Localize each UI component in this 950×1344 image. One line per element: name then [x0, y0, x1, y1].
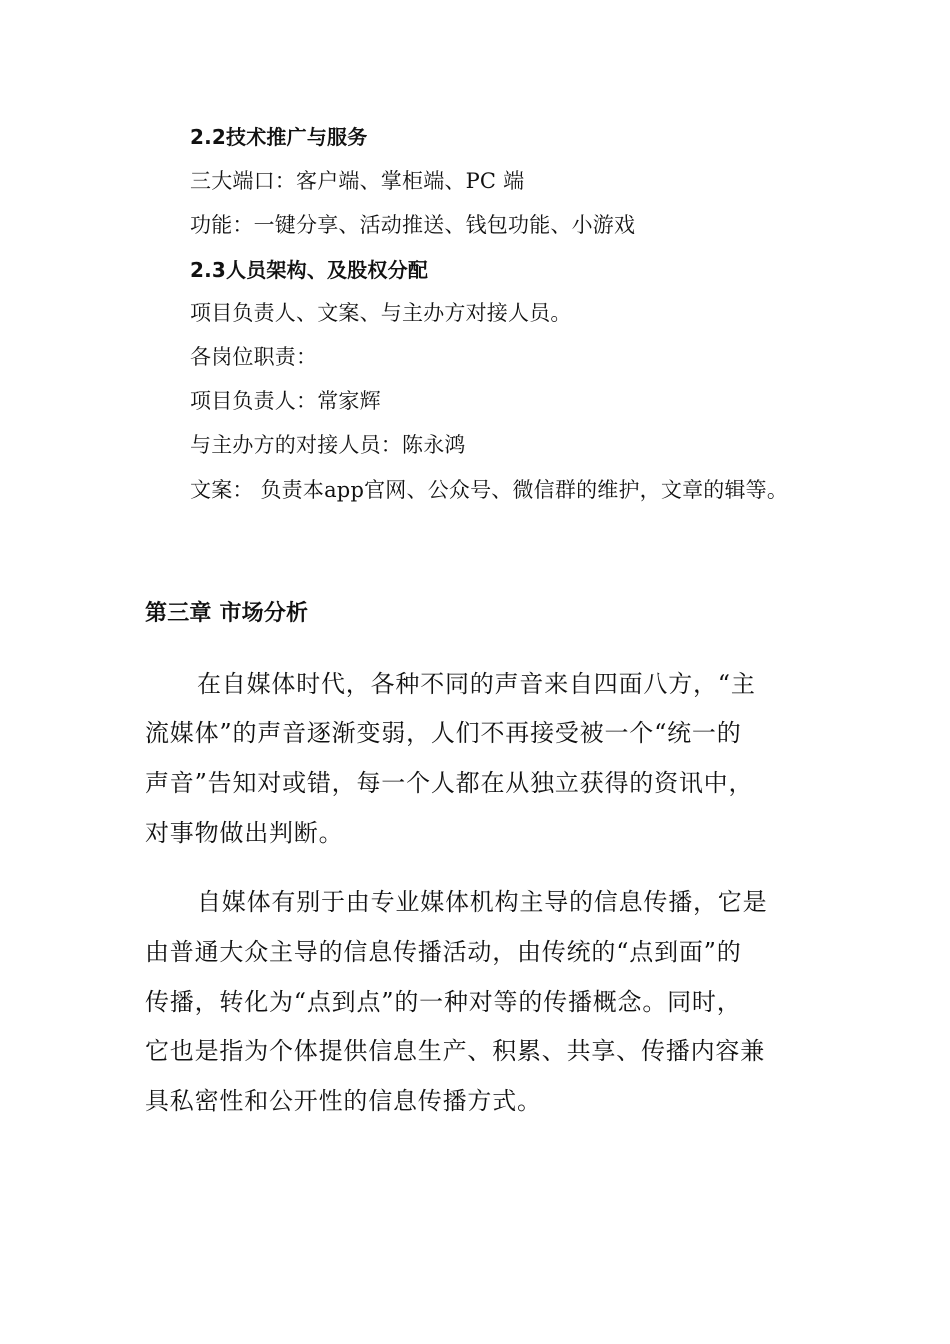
section-2-3-line-copywriter: 文案： 负责本app官网、公众号、微信群的维护，文章的辑等。: [190, 478, 789, 502]
paragraph-2-line-1: 自媒体有别于由专业媒体机构主导的信息传播，它是: [197, 888, 768, 916]
section-2-2-heading: 2.2技术推广与服务: [190, 125, 368, 149]
section-2-3-heading: 2.3人员架构、及股权分配: [190, 258, 429, 282]
paragraph-1-line-4: 对事物做出判断。: [145, 819, 344, 847]
section-2-2-line-ports: 三大端口：客户端、掌柜端、PC 端: [190, 169, 525, 193]
paragraph-2-line-4: 它也是指为个体提供信息生产、积累、共享、传播内容兼: [145, 1037, 765, 1065]
paragraph-2-line-3: 传播，转化为“点到点”的一种对等的传播概念。同时，: [145, 988, 742, 1016]
section-2-3-line-lead: 项目负责人：常家辉: [190, 389, 381, 413]
section-2-3-line-liaison: 与主办方的对接人员：陈永鸿: [190, 433, 466, 457]
paragraph-1-line-1: 在自媒体时代，各种不同的声音来自四面八方，“主: [197, 670, 756, 698]
section-2-3-line-roles: 项目负责人、文案、与主办方对接人员。: [190, 301, 572, 325]
paragraph-2-line-5: 具私密性和公开性的信息传播方式。: [145, 1087, 542, 1115]
section-2-2-line-features: 功能：一键分享、活动推送、钱包功能、小游戏: [190, 213, 636, 237]
paragraph-2-line-2: 由普通大众主导的信息传播活动，由传统的“点到面”的: [145, 938, 742, 966]
section-2-3-line-duties: 各岗位职责：: [190, 345, 318, 369]
paragraph-1-line-3: 声音”告知对或错，每一个人都在从独立获得的资讯中，: [145, 769, 754, 797]
chapter-3-title: 第三章 市场分析: [145, 601, 309, 626]
paragraph-1-line-2: 流媒体”的声音逐渐变弱，人们不再接受被一个“统一的: [145, 719, 742, 747]
